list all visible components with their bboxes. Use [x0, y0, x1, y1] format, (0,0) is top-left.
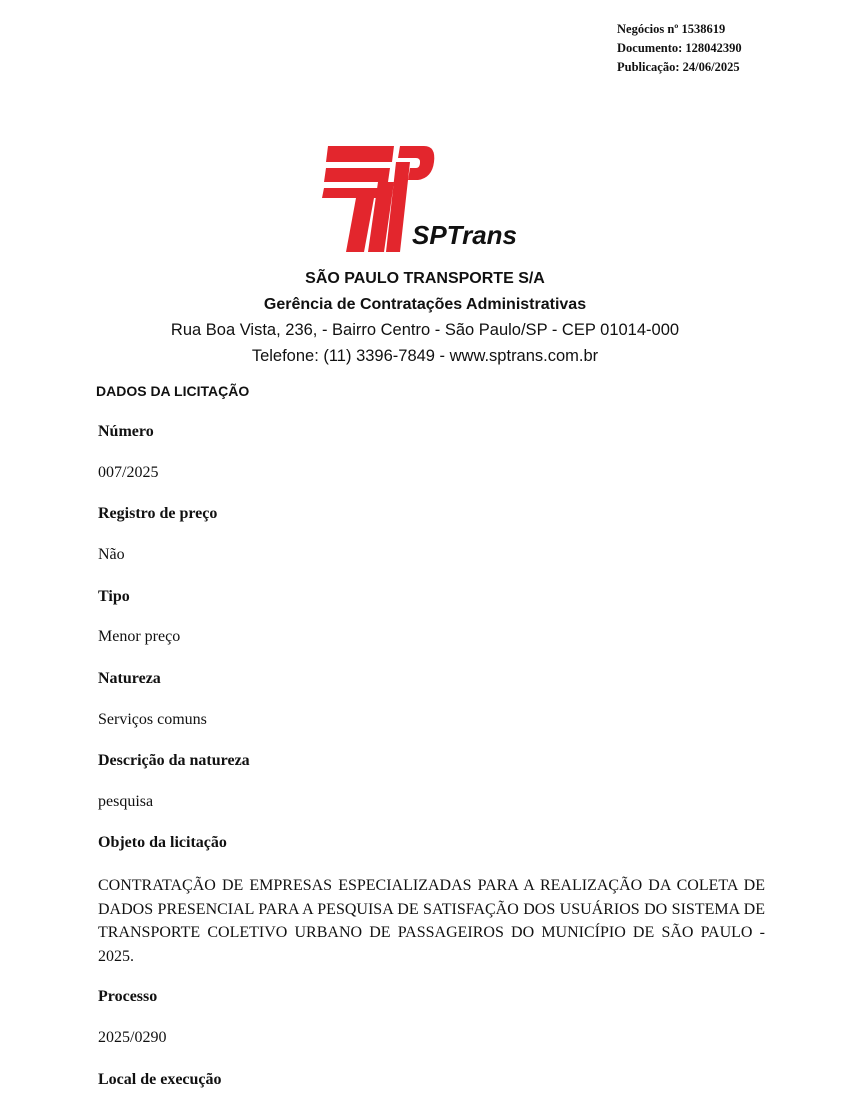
natureza-value: Serviços comuns	[98, 711, 207, 728]
organization-name: SÃO PAULO TRANSPORTE S/A	[305, 270, 545, 287]
registro-value: Não	[98, 546, 125, 563]
organization-contact: Telefone: (11) 3396-7849 - www.sptrans.com.br	[251, 347, 599, 365]
section-title: DADOS DA LICITAÇÃO	[96, 383, 250, 399]
logo-wordmark: SPTrans	[412, 220, 518, 250]
tipo-value: Menor preço	[98, 628, 181, 645]
natureza-label: Natureza	[98, 670, 161, 687]
descricao-value: pesquisa	[98, 793, 154, 810]
organization-department: Gerência de Contratações Administrativas	[263, 296, 587, 313]
documento-number: Documento: 128042390	[617, 41, 742, 55]
tipo-label: Tipo	[98, 588, 130, 605]
registro-label: Registro de preço	[98, 505, 218, 522]
organization-address: Rua Boa Vista, 236, - Bairro Centro - São Paulo/SP - CEP 01014-000	[170, 321, 680, 339]
objeto-label: Objeto da licitação	[98, 834, 227, 851]
publicacao-date: Publicação: 24/06/2025	[617, 60, 740, 74]
document-metadata	[617, 20, 742, 77]
processo-label: Processo	[98, 988, 158, 1005]
numero-label: Número	[98, 423, 154, 440]
negocios-number: Negócios nº 1538619	[617, 22, 726, 36]
descricao-label: Descrição da natureza	[98, 752, 250, 769]
local-label: Local de execução	[98, 1071, 222, 1088]
objeto-value: CONTRATAÇÃO DE EMPRESAS ESPECIALIZADAS PARA A REALIZAÇÃO DA COLETA DE DADOS PRESENCIAL PARA A PESQUISA DE SATISFAÇÃO DOS USUÁRIOS DO SISTEMA DE TRANSPORTE COLETIVO URBANO DE PASSAGEIROS DO MUNICÍPIO DE SÃO PAULO - 2025.	[98, 877, 765, 965]
processo-value: 2025/0290	[98, 1029, 167, 1046]
numero-value: 007/2025	[98, 464, 159, 481]
